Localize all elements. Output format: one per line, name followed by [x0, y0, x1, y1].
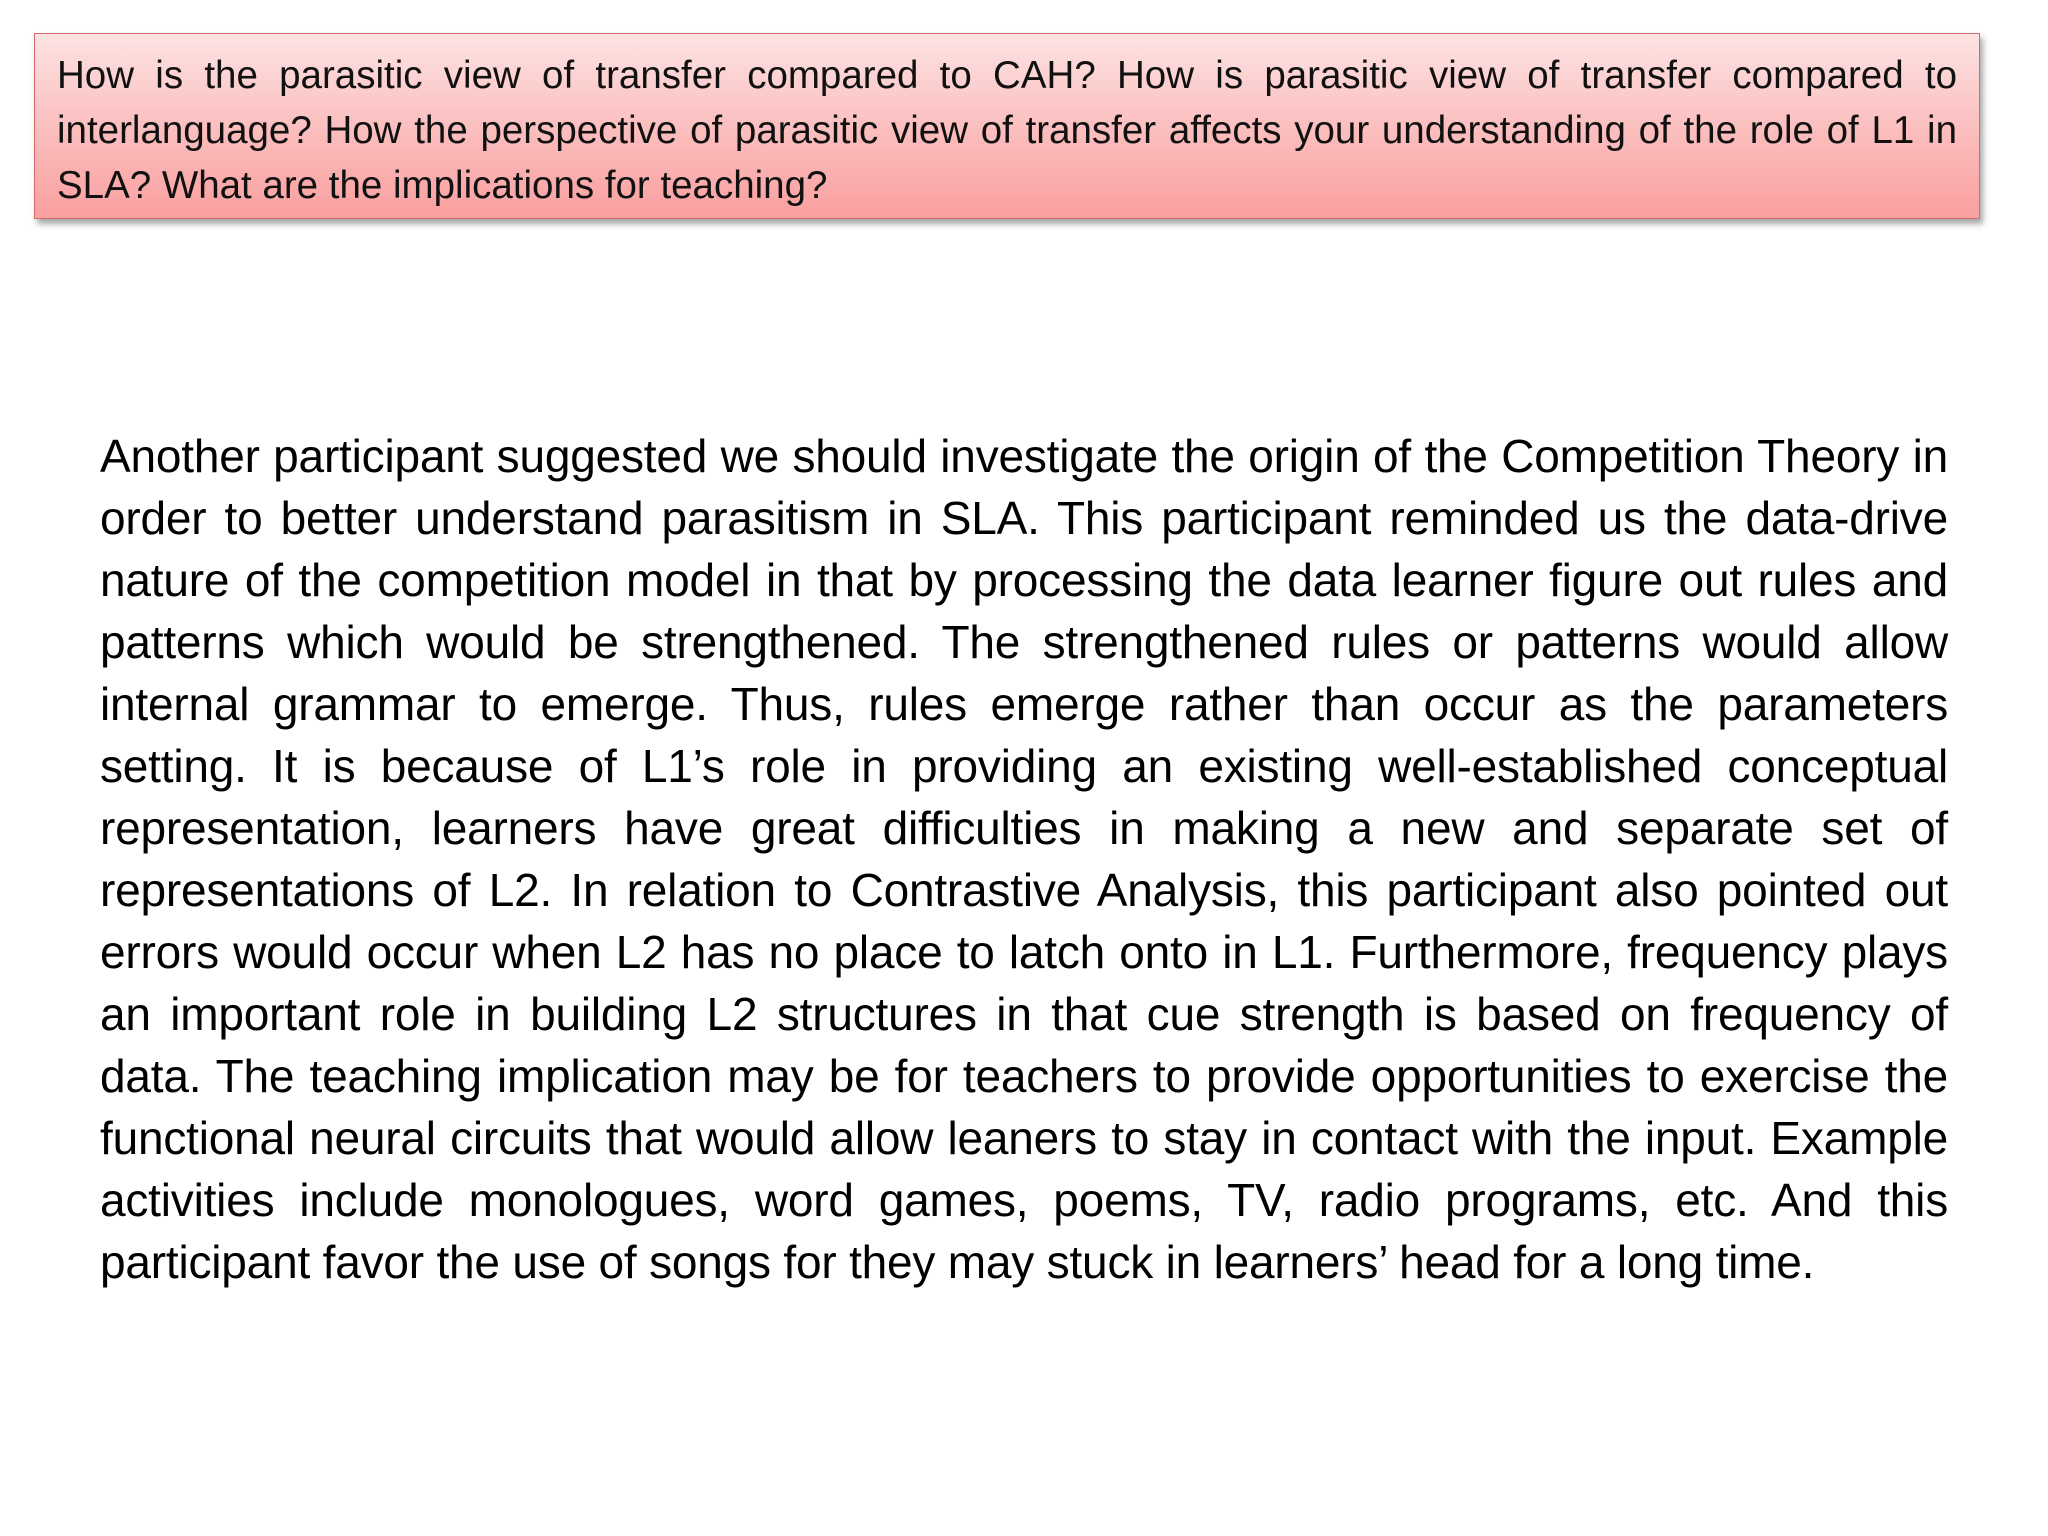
question-box	[34, 33, 1980, 219]
body-paragraph: Another participant suggested we should investigate the origin of the Competition Theory in order to better understand parasitism in SLA. This participant reminded us the data-drive nature of the competition model in that by processing the data learner figure out rules and patterns which would be strengthened. The strengthened rules or patterns would allow internal grammar to emerge. Thus, rules emerge rather than occur as the parameters setting. It is because of L1’s role in providing an existing well-established conceptual representation, learners have great difficulties in making a new and separate set of representations of L2. In relation to Contrastive Analysis, this participant also pointed out errors would occur when L2 has no place to latch onto in L1. Furthermore, frequency plays an important role in building L2 structures in that cue strength is based on frequency of data. The teaching implication may be for teachers to provide opportunities to exercise the functional neural circuits that would allow leaners to stay in contact with the input. Example activities include monologues, word games, poems, TV, radio programs, etc. And this participant favor the use of songs for they may stuck in learners’ head for a long time.	[100, 430, 1948, 1288]
question-text: How is the parasitic view of transfer compared to CAH? How is parasitic view of transfer compared to interlanguage? How the perspective of parasitic view of transfer affects your understanding of the role of L1 in SLA? What are the implications for teaching?	[57, 54, 1957, 207]
